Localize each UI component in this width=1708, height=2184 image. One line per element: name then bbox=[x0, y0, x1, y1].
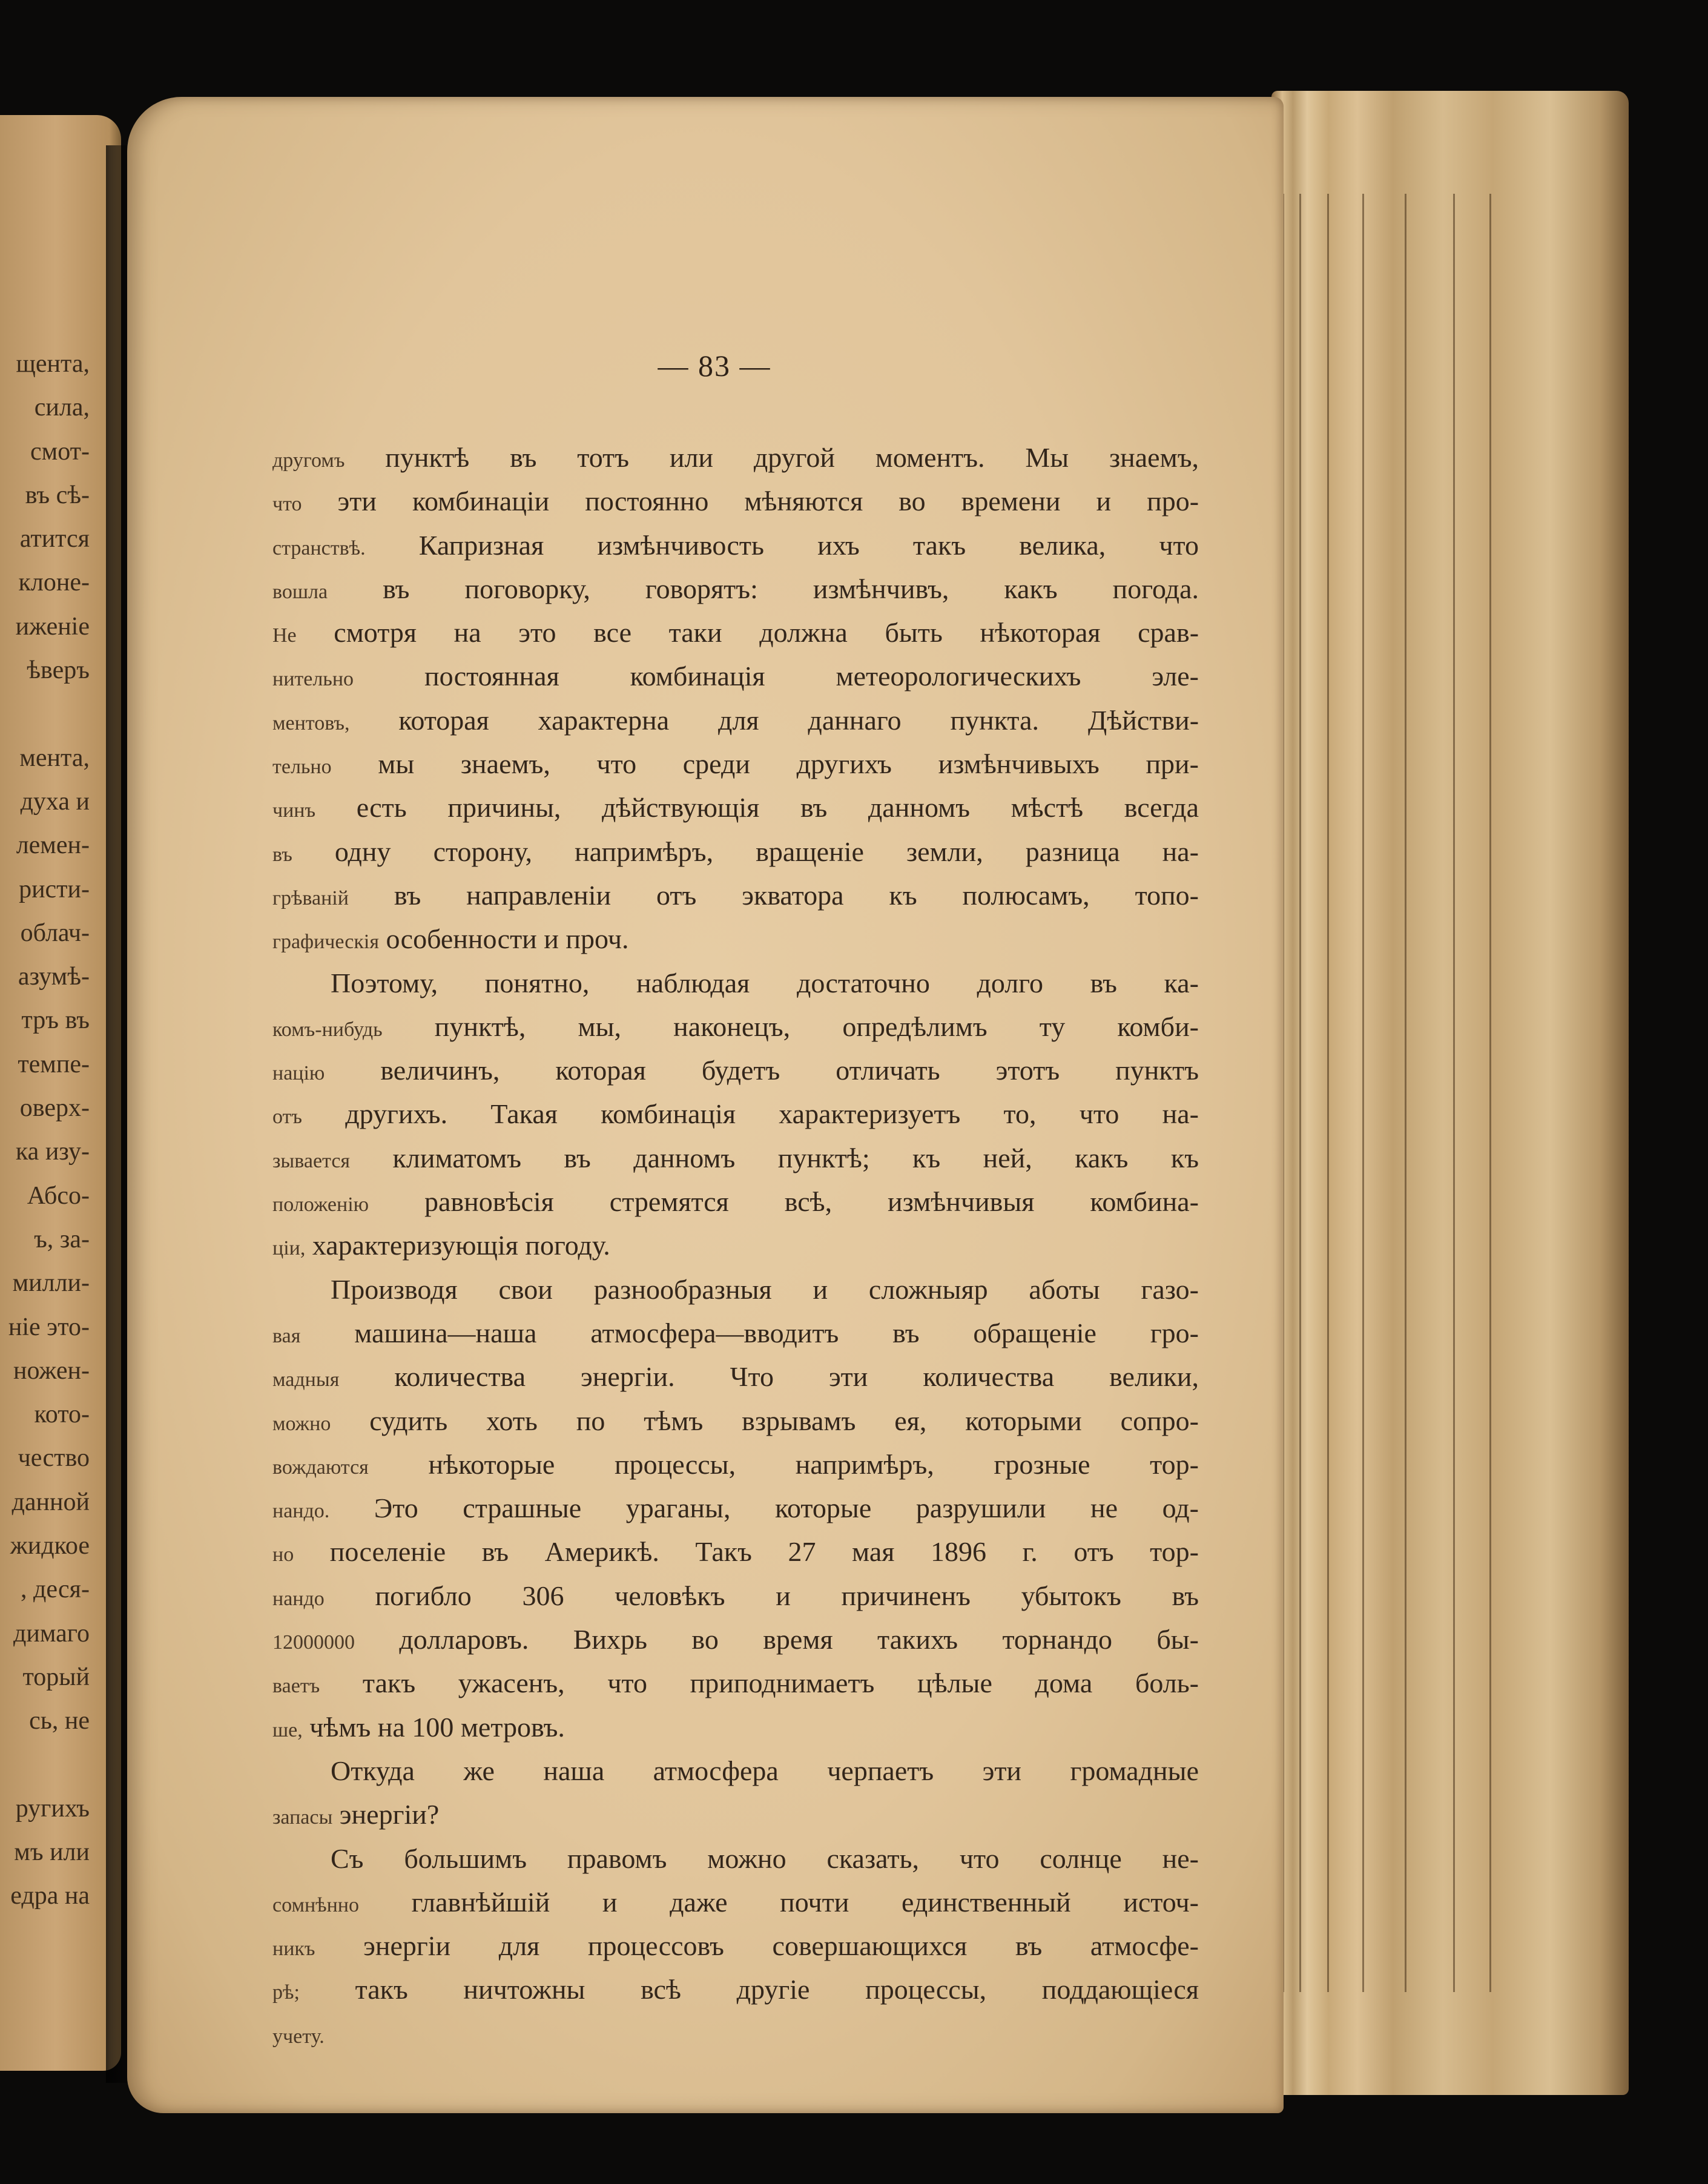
line-start-word: націю bbox=[272, 1062, 325, 1085]
line-start-word: другомъ bbox=[272, 449, 345, 472]
text-line bbox=[272, 1224, 1199, 1267]
line-text: одну сторону, напримѣръ, вращеніе земли, разница на- bbox=[334, 836, 1199, 867]
line-start-word: что bbox=[272, 493, 302, 516]
line-start-word: странствѣ. bbox=[272, 536, 366, 559]
left-page-fragment: мента, bbox=[19, 744, 90, 772]
text-line bbox=[272, 1574, 1199, 1618]
line-text: климатомъ въ данномъ пунктѣ; къ ней, какъ къ bbox=[392, 1142, 1199, 1173]
line-text: въ направленіи отъ экватора къ полюсамъ, топо- bbox=[394, 879, 1199, 911]
text-line bbox=[272, 1837, 1199, 1881]
page-number: — 83 — bbox=[658, 349, 771, 383]
line-start-word: вошла bbox=[272, 580, 328, 603]
line-start-word: чинъ bbox=[272, 799, 316, 822]
text-line bbox=[272, 1968, 1199, 2011]
text-line bbox=[272, 742, 1199, 786]
line-text: энергіи? bbox=[339, 1799, 440, 1830]
line-text: такъ ужасенъ, что приподнимаетъ цѣлые дома боль- bbox=[362, 1668, 1199, 1699]
line-start-word: учету. bbox=[272, 2025, 325, 2048]
line-start-word: но bbox=[272, 1543, 294, 1566]
line-text: Съ большимъ правомъ можно сказать, что солнце не- bbox=[331, 1843, 1199, 1874]
line-start-word: ше, bbox=[272, 1718, 303, 1741]
line-text: характеризующія погоду. bbox=[312, 1230, 610, 1261]
text-line bbox=[272, 1881, 1199, 1924]
text-line bbox=[272, 1530, 1199, 1574]
left-page-fragment: ка изу- bbox=[15, 1138, 90, 1166]
line-start-word: можно bbox=[272, 1412, 331, 1435]
left-page-fragment: ѣверъ bbox=[27, 656, 90, 685]
text-line bbox=[272, 962, 1199, 1005]
line-text: Это страшные ураганы, которые разрушили не од- bbox=[374, 1493, 1199, 1524]
line-text: Поэтому, понятно, наблюдая достаточно долго въ ка- bbox=[331, 967, 1199, 998]
text-line bbox=[272, 699, 1199, 742]
line-start-word: рѣ; bbox=[272, 1981, 300, 2004]
left-page-fragment: клоне- bbox=[18, 569, 90, 597]
left-page-fragment bbox=[0, 692, 115, 736]
line-start-word: зывается bbox=[272, 1149, 351, 1172]
left-page-fragment: , деся- bbox=[20, 1575, 90, 1604]
line-start-word: нандо bbox=[272, 1587, 325, 1610]
text-line bbox=[272, 524, 1199, 567]
text-line bbox=[272, 1180, 1199, 1224]
left-page-fragment: духа и bbox=[20, 787, 90, 816]
line-start-word: ментовъ, bbox=[272, 711, 350, 734]
line-start-word: ціи, bbox=[272, 1237, 306, 1260]
text-line bbox=[272, 786, 1199, 830]
line-text: количества энергіи. Что эти количества велики, bbox=[394, 1361, 1199, 1393]
left-page-fragment: ножен- bbox=[13, 1356, 90, 1385]
text-line bbox=[272, 1092, 1199, 1136]
line-text: машина—наша атмосфера—вводитъ въ обращеніе гро- bbox=[354, 1317, 1199, 1348]
text-line bbox=[272, 1355, 1199, 1399]
line-text: эти комбинаціи постоянно мѣняются во времени и про- bbox=[337, 486, 1199, 517]
line-text: такъ ничтожны всѣ другіе процессы, поддающіеся bbox=[355, 1974, 1199, 2005]
text-line bbox=[272, 1399, 1199, 1443]
line-start-word: 12000000 bbox=[272, 1631, 355, 1654]
left-page-fragment: темпе- bbox=[18, 1050, 90, 1078]
text-line bbox=[272, 480, 1199, 523]
line-start-word: мадныя bbox=[272, 1368, 340, 1391]
left-page-fragment: чество bbox=[18, 1444, 90, 1473]
left-page-fragment: сила, bbox=[34, 394, 90, 422]
line-start-word: отъ bbox=[272, 1106, 302, 1129]
text-line bbox=[272, 1311, 1199, 1355]
text-line bbox=[272, 1005, 1199, 1049]
left-page-fragment: въ сѣ- bbox=[25, 481, 90, 509]
left-page-fragment: димаго bbox=[13, 1619, 90, 1648]
text-line bbox=[272, 1924, 1199, 1968]
line-text: есть причины, дѣйствующія въ данномъ мѣстѣ всегда bbox=[356, 792, 1199, 823]
line-start-word: нандо. bbox=[272, 1500, 330, 1523]
line-start-word: никъ bbox=[272, 1938, 315, 1961]
line-text: Производя свои разнообразныя и сложныяр аботы газо- bbox=[331, 1273, 1199, 1305]
line-text: постоянная комбинація метеорологическихъ эле- bbox=[424, 661, 1199, 692]
text-line bbox=[272, 1049, 1199, 1092]
line-text: величинъ, которая будетъ отличать этотъ пунктъ bbox=[380, 1055, 1199, 1086]
line-text: погибло 306 человѣкъ и причиненъ убытокъ въ bbox=[375, 1580, 1199, 1611]
text-line bbox=[272, 917, 1199, 961]
line-text: пунктѣ въ тотъ или другой моментъ. Мы знаемъ, bbox=[385, 442, 1199, 473]
line-text: чѣмъ на 100 метровъ. bbox=[309, 1711, 565, 1743]
line-start-word: вая bbox=[272, 1324, 301, 1347]
line-start-word: нительно bbox=[272, 668, 354, 691]
left-page-fragment: оверх- bbox=[19, 1094, 90, 1123]
left-page-fragment: торый bbox=[22, 1663, 90, 1691]
text-line bbox=[272, 1706, 1199, 1749]
text-line bbox=[272, 2012, 1199, 2056]
line-start-word: Не bbox=[272, 624, 297, 647]
text-line bbox=[272, 567, 1199, 611]
left-page-fragment: атится bbox=[19, 525, 90, 553]
left-page-fragment: ніе это- bbox=[8, 1313, 90, 1341]
line-start-word: сомнѣнно bbox=[272, 1893, 360, 1916]
left-page-fragment: ристи- bbox=[19, 875, 90, 903]
line-text: Откуда же наша атмосфера черпаетъ эти громадные bbox=[331, 1755, 1199, 1786]
left-page-fragment: мъ или bbox=[14, 1838, 90, 1867]
left-page-fragment: Абсо- bbox=[27, 1181, 90, 1210]
text-line bbox=[272, 655, 1199, 698]
line-text: поселеніе въ Америкѣ. Такъ 27 мая 1896 г. отъ тор- bbox=[329, 1536, 1199, 1568]
left-page-text-fragments bbox=[0, 342, 115, 1918]
left-page-fragment: данной bbox=[12, 1488, 90, 1516]
text-line bbox=[272, 1486, 1199, 1530]
left-page-fragment: облач- bbox=[20, 919, 90, 947]
left-page-fragment: иженіе bbox=[15, 612, 90, 641]
text-line bbox=[272, 830, 1199, 874]
line-start-word: запасы bbox=[272, 1806, 333, 1829]
page-edges bbox=[1271, 91, 1629, 2095]
line-start-word: комъ-нибудь bbox=[272, 1018, 383, 1041]
line-start-word: вождаются bbox=[272, 1456, 369, 1479]
line-start-word: положенію bbox=[272, 1193, 369, 1216]
line-start-word: графическія bbox=[272, 931, 379, 954]
line-text: энергіи для процессовъ совершающихся въ атмосфе- bbox=[363, 1930, 1199, 1962]
left-page-fragment: сь, не bbox=[29, 1707, 90, 1735]
text-line bbox=[272, 1793, 1199, 1836]
left-page-fragment: тръ въ bbox=[21, 1006, 90, 1035]
line-start-word: тельно bbox=[272, 756, 332, 779]
line-text: смотря на это все таки должна быть нѣкоторая срав- bbox=[334, 617, 1199, 648]
text-line bbox=[272, 611, 1199, 655]
text-line bbox=[272, 1618, 1199, 1661]
left-page-fragment: ругихъ bbox=[15, 1794, 90, 1823]
line-text: главнѣйшій и даже почти единственный источ- bbox=[411, 1886, 1199, 1918]
left-page-fragment: милли- bbox=[12, 1269, 90, 1298]
left-page-fragment: щента, bbox=[16, 350, 90, 378]
text-line bbox=[272, 1137, 1199, 1180]
line-text: нѣкоторые процессы, напримѣръ, грозные тор- bbox=[428, 1448, 1199, 1480]
line-text: другихъ. Такая комбинація характеризуетъ то, что на- bbox=[345, 1098, 1199, 1130]
line-text: особенности и проч. bbox=[386, 923, 629, 955]
text-line bbox=[272, 436, 1199, 480]
left-page bbox=[0, 115, 121, 2071]
body-text bbox=[272, 436, 1199, 2056]
line-start-word: въ bbox=[272, 843, 292, 866]
line-text: судить хоть по тѣмъ взрывамъ ея, которыми сопро- bbox=[369, 1405, 1199, 1436]
left-page-fragment: кото- bbox=[34, 1400, 90, 1429]
right-page bbox=[127, 97, 1284, 2113]
line-start-word: грѣваній bbox=[272, 886, 349, 909]
line-text: долларовъ. Вихрь во время такихъ торнандо бы- bbox=[399, 1624, 1199, 1655]
text-line bbox=[272, 1443, 1199, 1486]
text-line bbox=[272, 1749, 1199, 1793]
left-page-fragment: едра на bbox=[10, 1882, 90, 1910]
line-text: которая характерна для даннаго пункта. Дѣйстви- bbox=[398, 704, 1199, 736]
line-start-word: ваетъ bbox=[272, 1675, 320, 1698]
left-page-fragment bbox=[0, 1743, 115, 1787]
line-text: Капризная измѣнчивость ихъ такъ велика, что bbox=[418, 529, 1199, 561]
left-page-fragment: азумѣ- bbox=[18, 963, 90, 991]
line-text: равновѣсія стремятся всѣ, измѣнчивыя комбина- bbox=[424, 1186, 1199, 1218]
left-page-fragment: ъ, за- bbox=[34, 1225, 90, 1253]
line-text: мы знаемъ, что среди другихъ измѣнчивыхъ при- bbox=[378, 748, 1199, 780]
left-page-fragment: жидкое bbox=[10, 1532, 90, 1560]
line-text: пунктѣ, мы, наконецъ, опредѣлимъ ту комби- bbox=[434, 1011, 1199, 1042]
left-page-fragment: лемен- bbox=[16, 831, 90, 860]
text-line bbox=[272, 1661, 1199, 1705]
left-page-fragment: смот- bbox=[30, 437, 90, 466]
text-line bbox=[272, 874, 1199, 917]
text-line bbox=[272, 1268, 1199, 1311]
line-text: въ поговорку, говорятъ: измѣнчивъ, какъ погода. bbox=[383, 573, 1199, 604]
